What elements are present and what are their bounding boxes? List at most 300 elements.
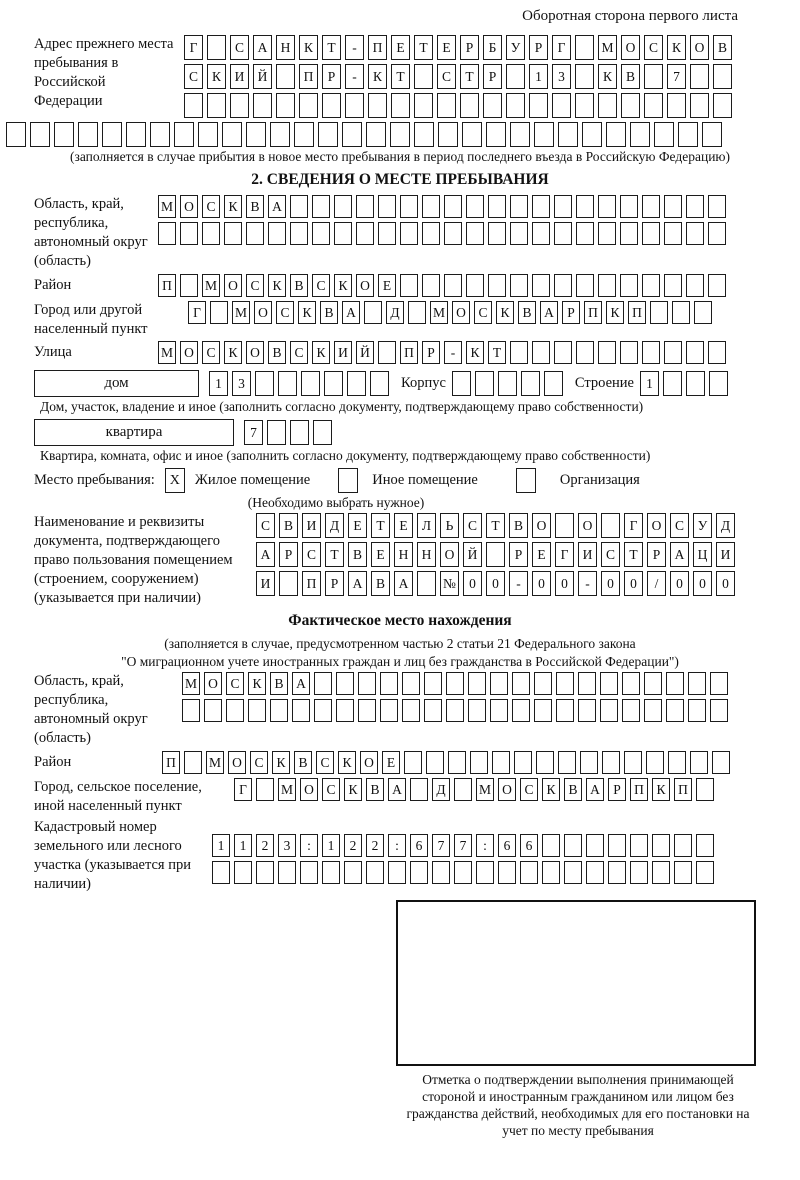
- char-cell: М: [182, 672, 200, 695]
- prev-address-label: Адрес прежнего места пребывания в Российской Федерации: [34, 36, 174, 109]
- char-cell: [454, 861, 472, 884]
- char-cell: [312, 222, 330, 245]
- char-cell: [620, 195, 638, 218]
- raion-row: [158, 274, 726, 297]
- char-cell: [544, 371, 563, 396]
- char-cell: [313, 420, 332, 445]
- char-cell: [488, 222, 506, 245]
- char-cell: М: [206, 751, 224, 774]
- char-cell: [492, 751, 510, 774]
- char-cell: [78, 122, 98, 147]
- char-cell: [663, 371, 682, 396]
- char-cell: Е: [348, 513, 367, 538]
- char-cell: Е: [391, 35, 410, 60]
- char-cell: О: [300, 778, 318, 801]
- char-cell: [400, 222, 418, 245]
- kvartira-block: [34, 419, 794, 446]
- factual-oblast-row-2: [182, 699, 728, 722]
- char-cell: В: [290, 274, 308, 297]
- char-cell: М: [430, 301, 448, 324]
- char-cell: [294, 122, 314, 147]
- char-cell: Т: [371, 513, 390, 538]
- char-cell: С: [601, 542, 620, 567]
- char-cell: [555, 513, 574, 538]
- char-cell: [158, 222, 176, 245]
- char-cell: [486, 542, 505, 567]
- char-cell: [498, 861, 516, 884]
- char-cell: К: [667, 35, 686, 60]
- char-cell: [290, 420, 309, 445]
- char-cell: Н: [417, 542, 436, 567]
- char-cell: [652, 861, 670, 884]
- char-cell: [630, 861, 648, 884]
- ulitsa-block: [34, 341, 794, 364]
- char-cell: К: [466, 341, 484, 364]
- prev-address-caption: (заполняется в случае прибытия в новое место пребывания в период последнего въезда в Российскую Федерацию): [69, 149, 731, 164]
- char-cell: [532, 222, 550, 245]
- char-cell: [686, 222, 704, 245]
- char-cell: [696, 861, 714, 884]
- char-cell: -: [578, 571, 597, 596]
- char-cell: [414, 122, 434, 147]
- char-cell: [347, 371, 366, 396]
- char-cell: [204, 699, 222, 722]
- gorod-block: [34, 301, 794, 339]
- char-cell: [184, 751, 202, 774]
- char-cell: [301, 371, 320, 396]
- char-cell: [438, 122, 458, 147]
- char-cell: 0: [532, 571, 551, 596]
- char-cell: П: [674, 778, 692, 801]
- char-cell: [586, 834, 604, 857]
- char-cell: В: [294, 751, 312, 774]
- char-cell: 1: [640, 371, 659, 396]
- char-cell: [512, 699, 530, 722]
- char-cell: В: [268, 341, 286, 364]
- char-cell: [708, 341, 726, 364]
- char-cell: О: [440, 542, 459, 567]
- char-cell: [644, 64, 663, 89]
- char-cell: П: [162, 751, 180, 774]
- char-cell: Т: [486, 513, 505, 538]
- char-cell: [686, 274, 704, 297]
- char-cell: [696, 778, 714, 801]
- char-cell: [600, 699, 618, 722]
- char-cell: О: [360, 751, 378, 774]
- char-cell: С: [246, 274, 264, 297]
- char-cell: С: [670, 513, 689, 538]
- char-cell: 0: [555, 571, 574, 596]
- char-cell: [608, 834, 626, 857]
- char-cell: [414, 93, 433, 118]
- char-cell: [278, 861, 296, 884]
- char-cell: [690, 64, 709, 89]
- char-cell: 3: [552, 64, 571, 89]
- char-cell: [621, 93, 640, 118]
- char-cell: [426, 751, 444, 774]
- char-cell: Т: [624, 542, 643, 567]
- char-cell: [256, 861, 274, 884]
- kvartira-caption: Квартира, комната, офис и иное (заполнить согласно документу, подтверждающему право собственности): [40, 448, 651, 463]
- char-cell: [267, 420, 286, 445]
- korpus-cells: [452, 371, 563, 396]
- char-cell: [202, 222, 220, 245]
- char-cell: [388, 861, 406, 884]
- checkbox-inoe: [338, 468, 358, 493]
- char-cell: [668, 751, 686, 774]
- char-cell: [664, 341, 682, 364]
- char-cell: 0: [670, 571, 689, 596]
- char-cell: [414, 64, 433, 89]
- char-cell: К: [598, 64, 617, 89]
- char-cell: [322, 861, 340, 884]
- char-cell: 7: [667, 64, 686, 89]
- char-cell: [622, 699, 640, 722]
- char-cell: [6, 122, 26, 147]
- prev-address-row-1: [184, 35, 732, 60]
- char-cell: [255, 371, 274, 396]
- char-cell: Ц: [693, 542, 712, 567]
- char-cell: [672, 301, 690, 324]
- char-cell: [506, 64, 525, 89]
- char-cell: Г: [624, 513, 643, 538]
- char-cell: [564, 834, 582, 857]
- kadastr-label: Кадастровый номер земельного или лесного участка (указывается при наличии): [34, 819, 191, 892]
- char-cell: [380, 672, 398, 695]
- char-cell: [446, 699, 464, 722]
- char-cell: Р: [608, 778, 626, 801]
- char-cell: [664, 222, 682, 245]
- char-cell: [598, 222, 616, 245]
- char-cell: К: [312, 341, 330, 364]
- char-cell: [224, 222, 242, 245]
- factual-title: Фактическое место нахождения: [288, 612, 512, 629]
- char-cell: [666, 672, 684, 695]
- char-cell: [422, 222, 440, 245]
- char-cell: [510, 195, 528, 218]
- char-cell: Р: [647, 542, 666, 567]
- char-cell: В: [509, 513, 528, 538]
- char-cell: П: [630, 778, 648, 801]
- dom-box: дом: [34, 370, 199, 397]
- char-cell: [483, 93, 502, 118]
- char-cell: [690, 751, 708, 774]
- char-cell: [642, 341, 660, 364]
- char-cell: Т: [391, 64, 410, 89]
- char-cell: К: [338, 751, 356, 774]
- char-cell: Д: [325, 513, 344, 538]
- char-cell: Й: [356, 341, 374, 364]
- char-cell: [688, 672, 706, 695]
- char-cell: А: [342, 301, 360, 324]
- char-cell: [126, 122, 146, 147]
- char-cell: Р: [529, 35, 548, 60]
- char-cell: Т: [488, 341, 506, 364]
- char-cell: С: [256, 513, 275, 538]
- char-cell: [210, 301, 228, 324]
- char-cell: [552, 93, 571, 118]
- char-cell: [378, 341, 396, 364]
- char-cell: М: [202, 274, 220, 297]
- char-cell: [708, 222, 726, 245]
- char-cell: К: [299, 35, 318, 60]
- char-cell: [366, 861, 384, 884]
- char-cell: О: [180, 341, 198, 364]
- char-cell: И: [256, 571, 275, 596]
- factual-oblast-row-1: [182, 672, 728, 695]
- char-cell: 1: [212, 834, 230, 857]
- kadastr-row-1: [212, 834, 714, 857]
- char-cell: [710, 699, 728, 722]
- char-cell: В: [518, 301, 536, 324]
- oblast-row-1: [158, 195, 726, 218]
- char-cell: [521, 371, 540, 396]
- char-cell: 1: [322, 834, 340, 857]
- char-cell: [400, 195, 418, 218]
- char-cell: Н: [394, 542, 413, 567]
- char-cell: [488, 274, 506, 297]
- char-cell: Г: [555, 542, 574, 567]
- char-cell: С: [230, 35, 249, 60]
- char-cell: С: [474, 301, 492, 324]
- char-cell: [417, 571, 436, 596]
- char-cell: [630, 122, 650, 147]
- factual-raion-label: Район: [34, 754, 72, 770]
- char-cell: [466, 222, 484, 245]
- char-cell: [630, 834, 648, 857]
- char-cell: Е: [437, 35, 456, 60]
- char-cell: О: [621, 35, 640, 60]
- char-cell: [534, 122, 554, 147]
- char-cell: [694, 301, 712, 324]
- char-cell: 7: [244, 420, 263, 445]
- char-cell: [356, 195, 374, 218]
- char-cell: А: [292, 672, 310, 695]
- char-cell: [602, 751, 620, 774]
- factual-gorod-row: [234, 778, 714, 801]
- char-cell: [279, 571, 298, 596]
- raion-label: Район: [34, 277, 72, 293]
- char-cell: А: [586, 778, 604, 801]
- oblast-row-2: [158, 222, 726, 245]
- char-cell: М: [476, 778, 494, 801]
- char-cell: -: [345, 35, 364, 60]
- char-cell: [498, 371, 517, 396]
- char-cell: [314, 672, 332, 695]
- factual-oblast-block: [34, 672, 794, 748]
- char-cell: К: [298, 301, 316, 324]
- char-cell: [532, 341, 550, 364]
- char-cell: А: [256, 542, 275, 567]
- char-cell: Й: [463, 542, 482, 567]
- char-cell: Е: [378, 274, 396, 297]
- char-cell: М: [232, 301, 250, 324]
- char-cell: [290, 195, 308, 218]
- char-cell: 2: [344, 834, 362, 857]
- char-cell: [422, 195, 440, 218]
- char-cell: В: [564, 778, 582, 801]
- char-cell: [342, 122, 362, 147]
- char-cell: [664, 274, 682, 297]
- char-cell: [180, 222, 198, 245]
- ulitsa-label: Улица: [34, 344, 72, 360]
- char-cell: [650, 301, 668, 324]
- document-block: [34, 513, 794, 608]
- char-cell: Т: [322, 35, 341, 60]
- char-cell: [598, 93, 617, 118]
- char-cell: Г: [188, 301, 206, 324]
- char-cell: [710, 672, 728, 695]
- prev-address-block: [34, 35, 794, 118]
- char-cell: С: [202, 195, 220, 218]
- char-cell: Р: [279, 542, 298, 567]
- char-cell: О: [690, 35, 709, 60]
- char-cell: [222, 122, 242, 147]
- factual-caption-2: "О миграционном учете иностранных граждан и лиц без гражданства в Российской Федерации"): [121, 654, 679, 669]
- char-cell: 0: [693, 571, 712, 596]
- char-cell: [448, 751, 466, 774]
- char-cell: О: [246, 341, 264, 364]
- char-cell: [646, 751, 664, 774]
- checkbox-organizaciya: [516, 468, 536, 493]
- char-cell: А: [253, 35, 272, 60]
- char-cell: С: [226, 672, 244, 695]
- char-cell: [358, 672, 376, 695]
- char-cell: Т: [460, 64, 479, 89]
- char-cell: Е: [382, 751, 400, 774]
- char-cell: С: [290, 341, 308, 364]
- char-cell: К: [542, 778, 560, 801]
- char-cell: [642, 274, 660, 297]
- char-cell: К: [272, 751, 290, 774]
- char-cell: [644, 672, 662, 695]
- char-cell: [586, 861, 604, 884]
- char-cell: [444, 195, 462, 218]
- char-cell: [510, 274, 528, 297]
- char-cell: П: [302, 571, 321, 596]
- char-cell: [312, 195, 330, 218]
- char-cell: [356, 222, 374, 245]
- char-cell: [606, 122, 626, 147]
- char-cell: [454, 778, 472, 801]
- char-cell: 7: [454, 834, 472, 857]
- stroenie-cells: [640, 371, 728, 396]
- char-cell: [578, 672, 596, 695]
- factual-oblast-label: Область, край, республика, автономный округ (область): [34, 673, 148, 746]
- char-cell: [708, 274, 726, 297]
- char-cell: [529, 93, 548, 118]
- char-cell: И: [334, 341, 352, 364]
- char-cell: [564, 861, 582, 884]
- char-cell: Г: [184, 35, 203, 60]
- kadastr-block: [34, 818, 794, 894]
- char-cell: Р: [460, 35, 479, 60]
- char-cell: [532, 274, 550, 297]
- char-cell: [422, 274, 440, 297]
- char-cell: К: [268, 274, 286, 297]
- char-cell: Р: [422, 341, 440, 364]
- char-cell: [336, 672, 354, 695]
- char-cell: [490, 699, 508, 722]
- char-cell: С: [276, 301, 294, 324]
- char-cell: [318, 122, 338, 147]
- char-cell: В: [713, 35, 732, 60]
- char-cell: О: [452, 301, 470, 324]
- char-cell: П: [368, 35, 387, 60]
- char-cell: [276, 64, 295, 89]
- char-cell: [642, 222, 660, 245]
- factual-raion-row: [162, 751, 730, 774]
- char-cell: А: [394, 571, 413, 596]
- char-cell: [102, 122, 122, 147]
- char-cell: [424, 672, 442, 695]
- char-cell: [180, 274, 198, 297]
- char-cell: Е: [394, 513, 413, 538]
- char-cell: [226, 699, 244, 722]
- char-cell: [490, 672, 508, 695]
- char-cell: В: [246, 195, 264, 218]
- char-cell: :: [476, 834, 494, 857]
- char-cell: К: [368, 64, 387, 89]
- char-cell: [150, 122, 170, 147]
- factual-caption-1: (заполняется в случае, предусмотренном частью 2 статьи 21 Федерального закона: [164, 636, 636, 651]
- char-cell: [576, 222, 594, 245]
- char-cell: [400, 274, 418, 297]
- char-cell: 1: [529, 64, 548, 89]
- char-cell: [667, 93, 686, 118]
- char-cell: М: [598, 35, 617, 60]
- char-cell: [580, 751, 598, 774]
- char-cell: К: [248, 672, 266, 695]
- prev-address-row-2: [184, 64, 732, 89]
- char-cell: П: [158, 274, 176, 297]
- char-cell: [466, 274, 484, 297]
- char-cell: [708, 195, 726, 218]
- char-cell: [652, 834, 670, 857]
- char-cell: [476, 861, 494, 884]
- char-cell: 0: [463, 571, 482, 596]
- char-cell: [54, 122, 74, 147]
- char-cell: [713, 64, 732, 89]
- factual-gorod-label: Город, сельское поселение, иной населенный пункт: [34, 779, 202, 814]
- document-row-1: [256, 513, 735, 538]
- char-cell: В: [279, 513, 298, 538]
- char-cell: [184, 93, 203, 118]
- stamp-box: [396, 900, 756, 1066]
- char-cell: С: [463, 513, 482, 538]
- char-cell: [576, 195, 594, 218]
- char-cell: У: [506, 35, 525, 60]
- char-cell: [506, 93, 525, 118]
- char-cell: 1: [209, 371, 228, 396]
- stroenie-label: Строение: [574, 375, 634, 391]
- option-zhiloe-label: Жилое помещение: [194, 472, 311, 488]
- char-cell: [654, 122, 674, 147]
- factual-raion-block: [34, 751, 794, 774]
- document-row-2: [256, 542, 735, 567]
- char-cell: [444, 222, 462, 245]
- char-cell: [322, 93, 341, 118]
- char-cell: [198, 122, 218, 147]
- char-cell: [358, 699, 376, 722]
- mesto-block: [34, 468, 794, 493]
- char-cell: 0: [624, 571, 643, 596]
- mesto-hint: (Необходимо выбрать нужное): [247, 495, 425, 510]
- char-cell: Й: [253, 64, 272, 89]
- char-cell: Б: [483, 35, 502, 60]
- dom-block: [34, 370, 794, 397]
- char-cell: Р: [483, 64, 502, 89]
